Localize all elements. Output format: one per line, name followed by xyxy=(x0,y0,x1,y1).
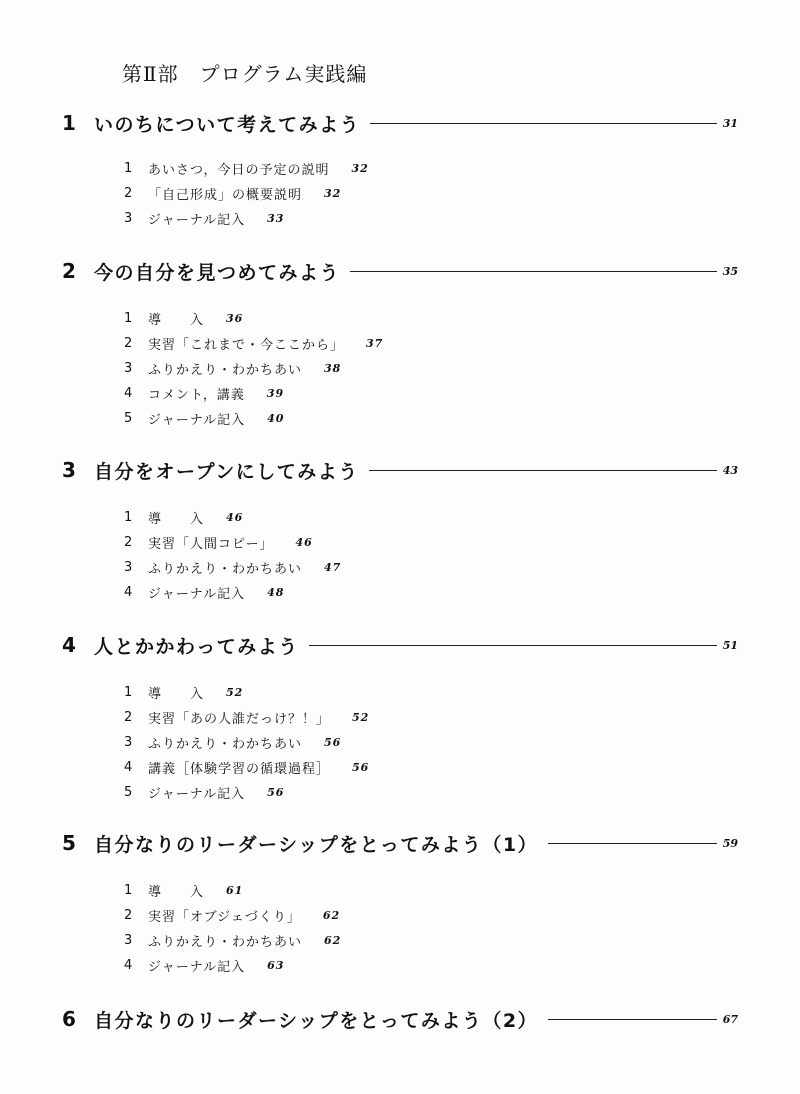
section-item[interactable] xyxy=(124,406,284,430)
section-item[interactable] xyxy=(124,730,341,754)
chapter-number: 3 xyxy=(62,458,76,482)
section-title: ふりかえり・わかちあい xyxy=(148,736,303,752)
chapter-number: 2 xyxy=(62,259,76,283)
section-number: 4 xyxy=(124,957,134,973)
chapter-page-number: 35 xyxy=(722,264,738,278)
section-title: ふりかえり・わかちあい xyxy=(148,934,303,950)
section-number: 1 xyxy=(124,310,134,326)
section-title: 「自己形成」の概要説明 xyxy=(148,187,303,203)
section-page-number: 33 xyxy=(267,211,285,225)
section-title: ジャーナル記入 xyxy=(148,959,246,975)
chapter-heading[interactable] xyxy=(62,108,738,138)
section-item[interactable] xyxy=(124,878,243,902)
leader-line xyxy=(350,271,717,272)
leader-line xyxy=(548,843,717,844)
chapter-heading[interactable] xyxy=(62,630,738,660)
section-page-number: 46 xyxy=(226,510,244,524)
section-item[interactable] xyxy=(124,780,284,804)
chapter-number: 5 xyxy=(62,831,76,855)
section-number: 2 xyxy=(124,709,134,725)
section-number: 1 xyxy=(124,684,134,700)
section-title: 実習「人間コピー」 xyxy=(148,536,274,552)
section-number: 2 xyxy=(124,335,134,351)
section-number: 2 xyxy=(124,907,134,923)
section-item[interactable] xyxy=(124,356,341,380)
section-page-number: 36 xyxy=(226,311,244,325)
section-item[interactable] xyxy=(124,705,369,729)
section-item[interactable] xyxy=(124,331,383,355)
chapter-title: 自分をオープンにしてみよう xyxy=(94,460,359,483)
section-title: 導 入 xyxy=(148,511,205,527)
leader-line xyxy=(370,123,717,124)
section-title: 講義［体験学習の循環過程］ xyxy=(148,761,331,777)
section-page-number: 63 xyxy=(267,958,285,972)
section-number: 2 xyxy=(124,185,134,201)
chapter-heading[interactable] xyxy=(62,828,738,858)
section-page-number: 38 xyxy=(324,361,342,375)
chapter-title: 今の自分を見つめてみよう xyxy=(94,261,341,284)
section-page-number: 52 xyxy=(226,685,244,699)
section-page-number: 62 xyxy=(324,933,342,947)
section-page-number: 52 xyxy=(352,710,370,724)
section-number: 3 xyxy=(124,559,134,575)
section-number: 3 xyxy=(124,932,134,948)
chapter-page-number: 31 xyxy=(722,116,738,130)
section-item[interactable] xyxy=(124,505,243,529)
chapter-title: 人とかかわってみよう xyxy=(94,635,299,658)
chapter-heading[interactable] xyxy=(62,256,738,286)
section-number: 3 xyxy=(124,210,134,226)
section-title: ジャーナル記入 xyxy=(148,412,246,428)
section-title: あいさつ，今日の予定の説明 xyxy=(148,162,330,178)
section-title: ジャーナル記入 xyxy=(148,212,246,228)
section-item[interactable] xyxy=(124,680,243,704)
section-page-number: 56 xyxy=(324,735,342,749)
chapter-page-number: 51 xyxy=(722,638,738,652)
chapter-title: 自分なりのリーダーシップをとってみよう（1） xyxy=(94,833,539,856)
section-title: ジャーナル記入 xyxy=(148,786,246,802)
section-title: ふりかえり・わかちあい xyxy=(148,561,303,577)
section-title: 実習「オブジェづくり」 xyxy=(148,909,301,925)
section-number: 1 xyxy=(124,509,134,525)
chapter-number: 6 xyxy=(62,1007,76,1031)
section-number: 4 xyxy=(124,584,134,600)
chapter-page-number: 59 xyxy=(722,836,738,850)
leader-line xyxy=(548,1019,717,1020)
section-item[interactable] xyxy=(124,530,313,554)
chapter-page-number: 43 xyxy=(722,463,738,477)
section-number: 5 xyxy=(124,410,134,426)
section-page-number: 62 xyxy=(322,908,341,922)
part-title: 第Ⅱ部 プログラム実践編 xyxy=(122,62,368,86)
section-number: 5 xyxy=(124,784,134,800)
section-title: 実習「あの人誰だっけ？！」 xyxy=(148,711,331,727)
section-title: コメント，講義 xyxy=(148,387,245,403)
section-item[interactable] xyxy=(124,381,284,405)
section-page-number: 40 xyxy=(267,411,285,425)
section-page-number: 46 xyxy=(295,535,313,549)
section-item[interactable] xyxy=(124,928,341,952)
chapter-title: いのちについて考えてみよう xyxy=(94,113,361,136)
section-page-number: 56 xyxy=(352,760,370,774)
section-title: 導 入 xyxy=(148,884,205,900)
section-item[interactable] xyxy=(124,555,341,579)
chapter-title: 自分なりのリーダーシップをとってみよう（2） xyxy=(94,1009,539,1032)
section-number: 1 xyxy=(124,882,134,898)
chapter-heading[interactable] xyxy=(62,455,738,485)
section-item[interactable] xyxy=(124,953,284,977)
section-page-number: 56 xyxy=(267,785,285,799)
section-number: 3 xyxy=(124,734,134,750)
section-number: 3 xyxy=(124,360,134,376)
leader-line xyxy=(369,470,717,471)
section-item[interactable] xyxy=(124,181,341,205)
chapter-number: 4 xyxy=(62,633,76,657)
section-title: 導 入 xyxy=(148,686,205,702)
section-title: ふりかえり・わかちあい xyxy=(148,362,303,378)
section-item[interactable] xyxy=(124,206,284,230)
section-page-number: 37 xyxy=(366,336,384,350)
section-title: 導 入 xyxy=(148,312,205,328)
chapter-page-number: 67 xyxy=(722,1012,738,1026)
section-page-number: 61 xyxy=(226,883,244,897)
section-page-number: 39 xyxy=(266,386,285,400)
section-page-number: 48 xyxy=(267,585,285,599)
section-number: 2 xyxy=(124,534,134,550)
chapter-heading[interactable] xyxy=(62,1004,738,1034)
section-item[interactable] xyxy=(124,580,284,604)
section-title: 実習「これまで・今ここから」 xyxy=(148,337,345,353)
section-number: 4 xyxy=(124,385,134,401)
section-item[interactable] xyxy=(124,903,340,927)
section-page-number: 47 xyxy=(324,560,342,574)
section-number: 1 xyxy=(124,160,134,176)
section-page-number: 32 xyxy=(324,186,342,200)
section-title: ジャーナル記入 xyxy=(148,586,246,602)
section-page-number: 32 xyxy=(351,161,369,175)
section-number: 4 xyxy=(124,759,134,775)
leader-line xyxy=(309,645,717,646)
section-item[interactable] xyxy=(124,306,243,330)
section-item[interactable] xyxy=(124,755,369,779)
chapter-number: 1 xyxy=(62,111,76,135)
section-item[interactable] xyxy=(124,156,369,180)
